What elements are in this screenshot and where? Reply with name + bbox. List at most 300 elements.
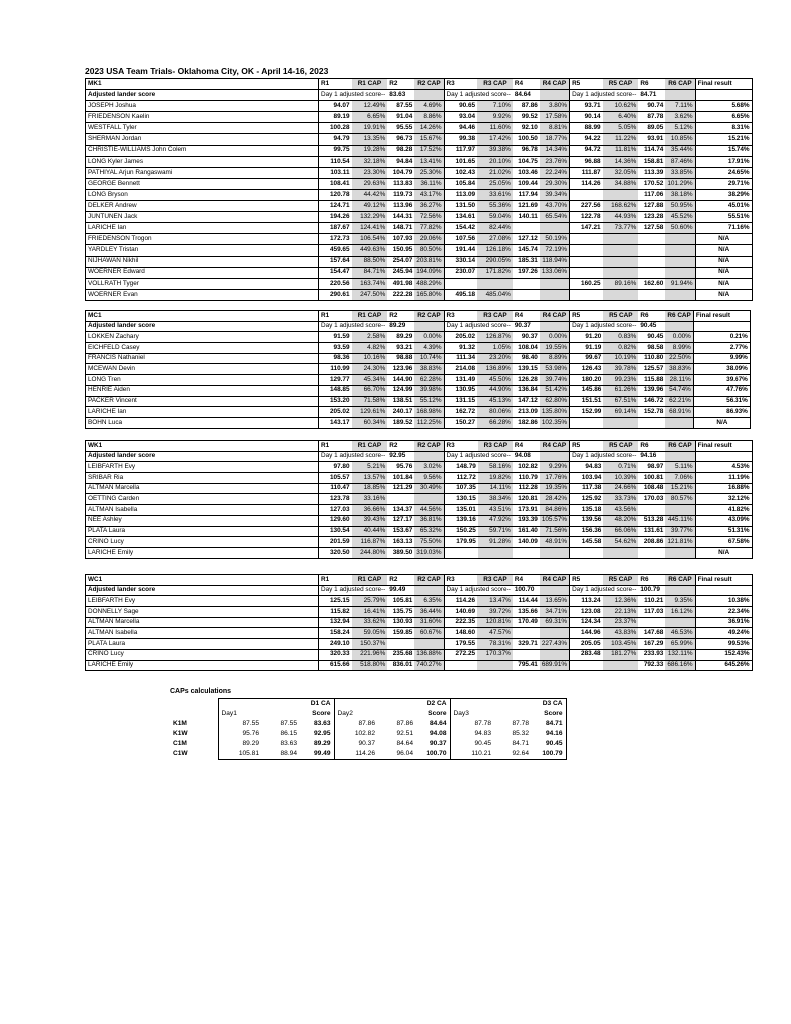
- run-cap-cell: 13.41%: [414, 156, 444, 167]
- final-result-cell: 51.31%: [695, 526, 752, 537]
- run-cap-cell: 36.11%: [414, 178, 444, 189]
- run-cap-cell: 132.29%: [352, 212, 388, 223]
- run-cap-cell: 29.06%: [414, 234, 444, 245]
- run-cap-cell: 39.77%: [665, 526, 695, 537]
- run-cap-cell: 5.12%: [665, 123, 695, 134]
- athlete-name-cell: ALTMAN Marcella: [86, 617, 319, 628]
- run-score-cell: 154.47: [319, 267, 352, 278]
- run-score-cell: 159.85: [387, 628, 414, 639]
- athlete-row: [86, 343, 751, 354]
- run-score-cell: 170.52: [638, 178, 665, 189]
- column-header-cap-cell: R6 CAP: [665, 79, 695, 90]
- run-score-cell: 90.65: [444, 101, 477, 112]
- final-result-cell: 36.91%: [695, 617, 752, 628]
- run-cap-cell: 61.26%: [603, 385, 638, 396]
- day-cap-filler-cell: [540, 585, 570, 596]
- run-cap-cell: 23.30%: [352, 167, 388, 178]
- run-score-cell: 135.01: [444, 505, 478, 516]
- run-score-cell: 254.07: [387, 256, 414, 267]
- caps-value-cell: 96.04: [378, 749, 416, 760]
- run-cap-cell: 55.36%: [477, 201, 513, 212]
- athlete-row: [86, 628, 753, 639]
- run-score-cell: 153.67: [387, 526, 414, 537]
- run-score-cell: 182.86: [513, 417, 540, 428]
- run-score-cell: 151.51: [570, 396, 604, 407]
- run-cap-cell: 121.81%: [665, 537, 695, 548]
- athlete-row: [86, 375, 751, 386]
- caps-score-cell: 92.95: [313, 729, 331, 737]
- column-header-cap-cell: R6 CAP: [665, 441, 695, 452]
- athlete-name-cell: WOERNER Edward: [86, 267, 319, 278]
- day-cap-filler-cell: [665, 585, 695, 596]
- athlete-row: [86, 245, 753, 256]
- athlete-row: [86, 156, 753, 167]
- run-cap-cell: 14.36%: [603, 156, 639, 167]
- run-score-cell: [570, 234, 603, 245]
- caps-spacer-cell: [218, 699, 262, 710]
- run-score-cell: 233.93: [638, 649, 665, 660]
- athlete-name-cell: VOLLRATH Tyger: [86, 278, 319, 289]
- run-cap-cell: 105.57%: [540, 515, 570, 526]
- final-result-cell: 0.21%: [693, 332, 750, 343]
- run-cap-cell: 9.29%: [540, 462, 570, 473]
- run-cap-cell: 244.80%: [352, 547, 388, 558]
- run-cap-cell: [414, 494, 444, 505]
- run-cap-cell: 112.25%: [414, 417, 444, 428]
- run-cap-cell: [540, 628, 570, 639]
- run-score-cell: [570, 189, 603, 200]
- run-score-cell: 89.29: [387, 332, 414, 343]
- athlete-name-cell: LONG Bryson: [86, 189, 319, 200]
- run-cap-cell: 38.34%: [478, 494, 513, 505]
- run-cap-cell: [478, 547, 513, 558]
- run-cap-cell: 290.05%: [477, 256, 513, 267]
- athlete-row: [86, 234, 753, 245]
- column-header-cell: R1: [319, 311, 352, 322]
- run-score-cell: 230.07: [444, 267, 477, 278]
- run-score-cell: 91.20: [570, 332, 604, 343]
- run-score-cell: 123.08: [570, 607, 603, 618]
- run-score-cell: 126.28: [513, 375, 540, 386]
- athlete-row: [86, 494, 753, 505]
- run-cap-cell: 49.12%: [352, 201, 388, 212]
- athlete-row: [86, 134, 753, 145]
- run-score-cell: [444, 547, 478, 558]
- caps-value-cell: 87.78: [512, 719, 529, 727]
- final-result-cell: N/A: [693, 417, 750, 428]
- run-cap-cell: 227.43%: [540, 639, 570, 650]
- run-cap-cell: 33.85%: [665, 167, 695, 178]
- run-cap-cell: 39.38%: [477, 145, 513, 156]
- run-score-cell: [513, 289, 540, 300]
- run-cap-cell: 13.65%: [540, 596, 570, 607]
- day-adjusted-score: 94.08: [513, 451, 540, 462]
- column-header-cap-cell: R3 CAP: [478, 441, 513, 452]
- run-score-cell: 495.18: [444, 289, 477, 300]
- run-cap-cell: 75.50%: [414, 537, 444, 548]
- run-score-cell: 222.28: [387, 289, 414, 300]
- run-cap-cell: 65.54%: [540, 212, 570, 223]
- run-score-cell: [513, 649, 540, 660]
- athlete-name-cell: LARICHE Ian: [86, 407, 319, 418]
- athlete-name-cell: JOSEPH Joshua: [86, 101, 319, 112]
- run-score-cell: 148.79: [444, 462, 478, 473]
- final-result-cell: 41.82%: [695, 505, 752, 516]
- run-score-cell: 110.21: [638, 596, 665, 607]
- column-header-cap-cell: R1 CAP: [352, 79, 388, 90]
- caps-day-header: Day3: [450, 709, 494, 719]
- run-cap-cell: 15.67%: [414, 134, 444, 145]
- run-cap-cell: [665, 256, 695, 267]
- run-score-cell: 107.93: [387, 234, 414, 245]
- run-score-cell: [387, 639, 414, 650]
- run-cap-cell: 38.83%: [414, 364, 444, 375]
- run-score-cell: 130.54: [319, 526, 352, 537]
- run-cap-cell: 9.92%: [477, 112, 513, 123]
- run-cap-cell: 120.81%: [477, 617, 513, 628]
- run-score-cell: 140.69: [444, 607, 477, 618]
- run-score-cell: 100.28: [319, 123, 352, 134]
- run-score-cell: 170.49: [513, 617, 540, 628]
- run-score-cell: [638, 256, 665, 267]
- run-cap-cell: 10.74%: [414, 353, 444, 364]
- column-header-cell: R2: [387, 311, 414, 322]
- run-cap-cell: 10.85%: [665, 134, 695, 145]
- run-cap-cell: 69.31%: [540, 617, 570, 628]
- day-cap-filler-cell: [414, 90, 444, 101]
- run-cap-cell: 12.49%: [352, 101, 388, 112]
- run-score-cell: 114.44: [513, 596, 540, 607]
- day-cap-filler-cell: [665, 321, 693, 332]
- run-cap-cell: 22.50%: [665, 353, 693, 364]
- run-score-cell: 158.81: [638, 156, 665, 167]
- run-cap-cell: 30.49%: [414, 483, 444, 494]
- athlete-row: [86, 617, 753, 628]
- run-cap-cell: 247.50%: [352, 289, 388, 300]
- run-score-cell: 112.72: [444, 473, 478, 484]
- athlete-name-cell: FRIEDENSON Trogon: [86, 234, 319, 245]
- run-cap-cell: 84.86%: [540, 505, 570, 516]
- run-score-cell: 101.65: [444, 156, 477, 167]
- run-score-cell: 98.58: [638, 343, 665, 354]
- athlete-row: [86, 201, 753, 212]
- run-cap-cell: 221.96%: [352, 649, 388, 660]
- column-header-cell: R6: [638, 575, 665, 586]
- caps-spacer-cell: [378, 709, 416, 719]
- run-score-cell: 227.56: [570, 201, 603, 212]
- run-cap-cell: 7.06%: [665, 473, 695, 484]
- run-cap-cell: 136.88%: [414, 649, 444, 660]
- run-cap-cell: 47.57%: [477, 628, 513, 639]
- run-score-cell: 110.54: [319, 156, 352, 167]
- run-score-cell: 99.52: [513, 112, 540, 123]
- caps-score-header: Score: [532, 709, 566, 719]
- run-score-cell: 389.50: [387, 547, 414, 558]
- caps-corner-cell: [170, 699, 218, 710]
- caps-score-cell: 84.71: [532, 719, 566, 729]
- run-cap-cell: 10.39%: [603, 473, 638, 484]
- column-header-cap-cell: R4 CAP: [540, 441, 570, 452]
- run-cap-cell: 18.85%: [352, 483, 388, 494]
- run-score-cell: 127.12: [513, 234, 540, 245]
- final-result-cell: 152.43%: [695, 649, 752, 660]
- run-score-cell: 117.38: [570, 483, 604, 494]
- athlete-row: [86, 607, 753, 618]
- run-score-cell: [638, 267, 665, 278]
- run-score-cell: 127.03: [319, 505, 352, 516]
- run-score-cell: [570, 660, 603, 671]
- run-score-cell: 513.28: [638, 515, 665, 526]
- run-cap-cell: 67.51%: [603, 396, 638, 407]
- run-score-cell: 127.88: [638, 201, 665, 212]
- run-cap-cell: 66.06%: [603, 526, 638, 537]
- column-header-cap-cell: R6 CAP: [665, 311, 693, 322]
- final-result-cell: 29.71%: [695, 178, 752, 189]
- run-score-cell: 107.56: [444, 234, 477, 245]
- athlete-name-cell: PACKER Vincent: [86, 396, 319, 407]
- caps-value-cell: 114.26: [334, 749, 378, 760]
- run-score-cell: 185.31: [513, 256, 540, 267]
- run-cap-cell: 50.60%: [665, 223, 695, 234]
- run-score-cell: 144.96: [570, 628, 603, 639]
- caps-corner-cell: [170, 709, 218, 719]
- run-cap-cell: [603, 660, 639, 671]
- caps-row-label: C1W: [173, 749, 188, 757]
- day-cap-filler-cell: [414, 585, 444, 596]
- run-score-cell: 145.86: [570, 385, 604, 396]
- run-score-cell: 113.09: [444, 189, 477, 200]
- run-cap-cell: 25.79%: [352, 596, 388, 607]
- run-cap-cell: 14.34%: [540, 145, 570, 156]
- run-score-cell: 615.66: [319, 660, 352, 671]
- final-filler-cell: [695, 90, 752, 101]
- caps-value-cell: 87.86: [396, 719, 413, 727]
- results-table-wc1: [85, 574, 753, 671]
- run-cap-cell: 7.11%: [665, 101, 695, 112]
- run-cap-cell: 168.98%: [414, 407, 444, 418]
- run-score-cell: 101.84: [387, 473, 414, 484]
- run-cap-cell: 319.03%: [414, 547, 444, 558]
- run-score-cell: [638, 417, 665, 428]
- run-cap-cell: 44.56%: [414, 505, 444, 516]
- run-score-cell: 105.57: [319, 473, 352, 484]
- run-cap-cell: [665, 417, 693, 428]
- run-cap-cell: 78.31%: [477, 639, 513, 650]
- final-result-cell: 45.01%: [695, 201, 752, 212]
- run-score-cell: 201.59: [319, 537, 352, 548]
- column-header-cell: R4: [513, 441, 540, 452]
- run-score-cell: 93.59: [319, 343, 352, 354]
- run-cap-cell: 116.87%: [352, 537, 388, 548]
- run-cap-cell: 25.30%: [414, 167, 444, 178]
- run-cap-cell: 15.21%: [665, 483, 695, 494]
- run-score-cell: [570, 547, 604, 558]
- final-result-cell: 8.31%: [695, 123, 752, 134]
- run-cap-cell: 59.05%: [352, 628, 388, 639]
- run-score-cell: 91.59: [319, 332, 352, 343]
- run-score-cell: 113.96: [387, 201, 414, 212]
- run-cap-cell: 80.06%: [477, 407, 513, 418]
- final-result-cell: 22.34%: [695, 607, 752, 618]
- run-cap-cell: 740.27%: [414, 660, 444, 671]
- run-score-cell: 150.25: [444, 526, 478, 537]
- final-result-cell: 38.09%: [693, 364, 750, 375]
- caps-value-cell: 87.55: [280, 719, 297, 727]
- run-score-cell: 93.71: [570, 101, 603, 112]
- run-cap-cell: 101.29%: [665, 178, 695, 189]
- run-cap-cell: 3.02%: [414, 462, 444, 473]
- run-score-cell: 98.97: [638, 462, 665, 473]
- run-score-cell: 114.26: [444, 596, 477, 607]
- caps-score-cell: 99.49: [300, 749, 334, 760]
- athlete-row: [86, 123, 753, 134]
- day-adjusted-score: 90.37: [513, 321, 540, 332]
- caps-value-cell: 88.94: [262, 749, 300, 760]
- run-cap-cell: 126.87%: [477, 332, 513, 343]
- athlete-name-cell: FRANCIS Nathaniel: [86, 353, 319, 364]
- day-cap-filler-cell: [540, 321, 570, 332]
- caps-spacer-cell: [494, 709, 532, 719]
- caps-score-cell: 94.16: [532, 729, 566, 739]
- column-header-cell: R6: [638, 441, 665, 452]
- run-score-cell: 112.28: [513, 483, 540, 494]
- caps-spacer-cell: [334, 699, 378, 710]
- athlete-row: [86, 649, 753, 660]
- athlete-name-cell: SHERMAN Jordan: [86, 134, 319, 145]
- day-adjusted-label: Day 1 adjusted score--: [570, 451, 639, 462]
- athlete-row: [86, 407, 751, 418]
- run-cap-cell: 43.56%: [603, 505, 638, 516]
- run-cap-cell: [603, 417, 638, 428]
- run-cap-cell: 19.28%: [352, 145, 388, 156]
- final-result-cell: 15.74%: [695, 145, 752, 156]
- athlete-row: [86, 256, 753, 267]
- run-score-cell: 136.84: [513, 385, 540, 396]
- run-score-cell: 99.75: [319, 145, 352, 156]
- run-score-cell: 119.73: [387, 189, 414, 200]
- run-cap-cell: 25.05%: [477, 178, 513, 189]
- run-score-cell: 320.50: [319, 547, 352, 558]
- run-cap-cell: 485.04%: [477, 289, 513, 300]
- athlete-row: [86, 332, 751, 343]
- run-score-cell: 91.04: [387, 112, 414, 123]
- run-cap-cell: 91.94%: [665, 278, 695, 289]
- run-cap-cell: 40.44%: [352, 526, 388, 537]
- results-table-wk1: [85, 440, 753, 559]
- run-score-cell: 100.81: [638, 473, 665, 484]
- run-cap-cell: [414, 639, 444, 650]
- run-score-cell: [513, 278, 540, 289]
- page-title: 2023 USA Team Trials- Oklahoma City, OK - April 14-16, 2023: [85, 66, 329, 76]
- run-score-cell: 117.06: [638, 189, 665, 200]
- day-adjusted-score: 99.49: [387, 585, 414, 596]
- run-score-cell: 97.80: [319, 462, 352, 473]
- run-score-cell: 154.42: [444, 223, 477, 234]
- run-cap-cell: 10.16%: [352, 353, 388, 364]
- run-score-cell: [444, 660, 477, 671]
- run-cap-cell: 39.98%: [414, 385, 444, 396]
- final-result-cell: 6.65%: [695, 112, 752, 123]
- athlete-name-cell: SRIBAR Ria: [86, 473, 319, 484]
- run-score-cell: [513, 628, 540, 639]
- day-adjusted-label: Day 1 adjusted score--: [570, 321, 639, 332]
- run-cap-cell: 39.74%: [540, 375, 570, 386]
- athlete-name-cell: LEIBFARTH Evy: [86, 596, 319, 607]
- run-score-cell: 89.19: [319, 112, 352, 123]
- run-cap-cell: 518.80%: [352, 660, 388, 671]
- final-result-header-cell: Final result: [695, 79, 752, 90]
- athlete-row: [86, 462, 753, 473]
- results-table-mc1: [85, 310, 751, 429]
- athlete-name-cell: LOKKEN Zachary: [86, 332, 319, 343]
- run-cap-cell: 44.93%: [603, 212, 639, 223]
- caps-day-header: Day1: [218, 709, 262, 719]
- caps-value-cell: 92.51: [396, 729, 413, 737]
- run-score-cell: 90.45: [638, 332, 665, 343]
- run-cap-cell: 0.71%: [603, 462, 638, 473]
- athlete-name-cell: ALTMAN Isabella: [86, 505, 319, 516]
- run-score-cell: 249.10: [319, 639, 352, 650]
- final-result-cell: 24.65%: [695, 167, 752, 178]
- run-cap-cell: 54.62%: [603, 537, 638, 548]
- run-score-cell: 147.12: [513, 396, 540, 407]
- run-score-cell: 91.19: [570, 343, 604, 354]
- run-cap-cell: 132.11%: [665, 649, 695, 660]
- run-cap-cell: 168.62%: [603, 201, 639, 212]
- run-cap-cell: 80.57%: [665, 494, 695, 505]
- final-result-cell: 43.09%: [695, 515, 752, 526]
- run-score-cell: 153.20: [319, 396, 352, 407]
- run-score-cell: 129.77: [319, 375, 352, 386]
- run-cap-cell: 21.02%: [477, 167, 513, 178]
- run-score-cell: 160.25: [570, 278, 603, 289]
- run-score-cell: 179.95: [444, 537, 478, 548]
- run-cap-cell: 17.52%: [414, 145, 444, 156]
- run-cap-cell: 59.71%: [478, 526, 513, 537]
- run-score-cell: 131.61: [638, 526, 665, 537]
- run-cap-cell: 39.34%: [540, 189, 570, 200]
- run-cap-cell: 4.39%: [414, 343, 444, 354]
- run-score-cell: 115.88: [638, 375, 665, 386]
- run-cap-cell: [665, 289, 695, 300]
- final-result-cell: 10.38%: [695, 596, 752, 607]
- run-cap-cell: 43.83%: [603, 628, 639, 639]
- column-header-cell: R3: [444, 441, 478, 452]
- athlete-row: [86, 167, 753, 178]
- run-score-cell: 94.84: [387, 156, 414, 167]
- run-score-cell: 103.46: [513, 167, 540, 178]
- athlete-name-cell: LARICHE Emily: [86, 660, 319, 671]
- run-cap-cell: 17.76%: [540, 473, 570, 484]
- run-score-cell: 130.15: [444, 494, 478, 505]
- run-cap-cell: 99.23%: [603, 375, 638, 386]
- run-score-cell: 148.85: [319, 385, 352, 396]
- athlete-row: [86, 417, 751, 428]
- athlete-name-cell: DELKER Andrew: [86, 201, 319, 212]
- run-cap-cell: [477, 278, 513, 289]
- athlete-name-cell: CHRISTIE-WILLIAMS John Colem: [86, 145, 319, 156]
- run-score-cell: 113.39: [638, 167, 665, 178]
- run-cap-cell: [665, 245, 695, 256]
- run-cap-cell: 4.69%: [414, 101, 444, 112]
- run-cap-cell: 48.20%: [603, 515, 638, 526]
- run-cap-cell: [665, 267, 695, 278]
- day-adjusted-label: Day 1 adjusted score--: [319, 321, 388, 332]
- run-score-cell: 139.15: [513, 364, 540, 375]
- run-score-cell: 222.35: [444, 617, 477, 628]
- run-score-cell: 108.04: [513, 343, 540, 354]
- run-score-cell: 792.33: [638, 660, 665, 671]
